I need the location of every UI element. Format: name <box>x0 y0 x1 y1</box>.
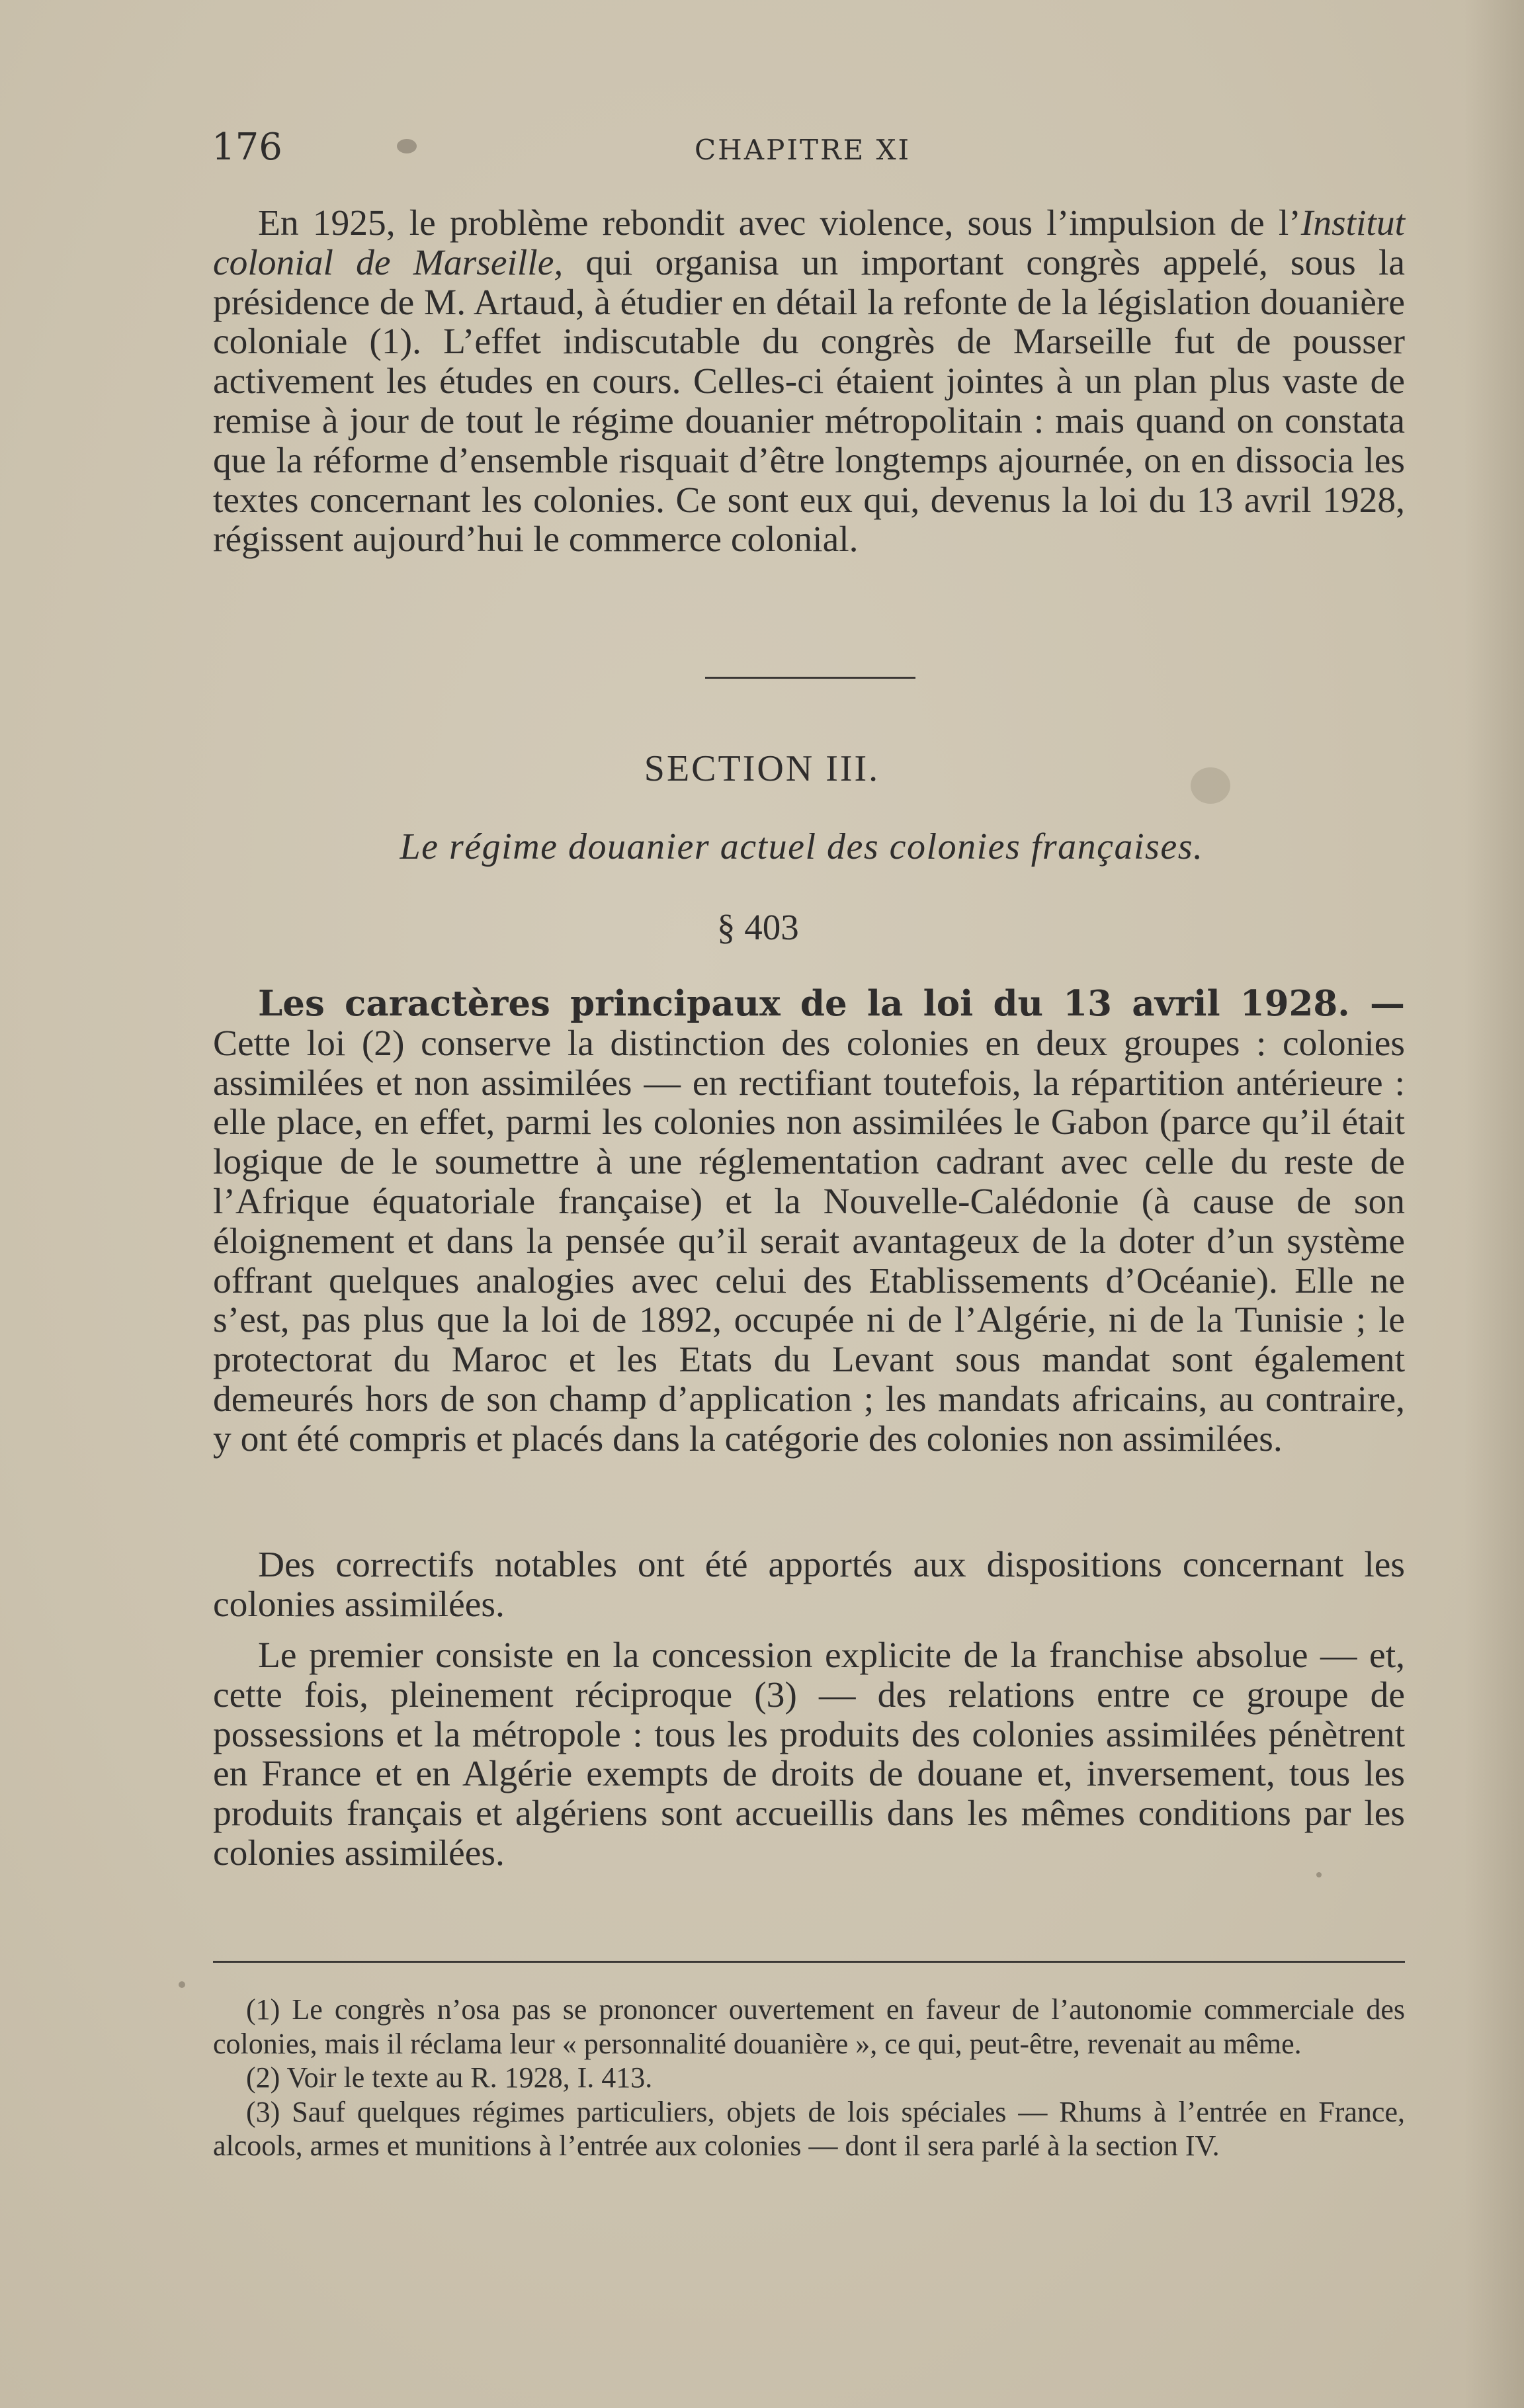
paragraph-1-text-a: En 1925, le problème rebondit avec violence, sous l’impulsion de l’ <box>258 203 1301 243</box>
running-head <box>212 126 1405 172</box>
section-subtitle: Le régime douanier actuel des colonies françaises. <box>400 826 1204 867</box>
institute-name: Institut colonial de Marseille, <box>213 203 1405 283</box>
page-number: 176 <box>212 126 282 169</box>
paragraph-number: § 403 <box>717 907 799 947</box>
chapter-heading: CHAPITRE XI <box>695 134 911 166</box>
footnote-rule <box>213 1961 1405 1963</box>
footnote-1: (1) Le congrès n’osa pas se prononcer ouvertement en faveur de l’autonomie commerciale des colonies, mais il réclama leur « personnalité douanière », ce qui, peut-être, revenait au même. <box>213 1993 1405 2060</box>
paragraph-2 <box>213 984 1405 1459</box>
footnote-2: (2) Voir le texte au R. 1928, I. 413. <box>246 2061 653 2094</box>
paragraph-1 <box>213 204 1405 560</box>
paper-speck <box>179 1981 185 1988</box>
paragraph-1-text-b: qui organisa un important congrès appelé, sous la présidence de M. Artaud, à étudier en détail la refonte de la législation douanière coloniale (1). L’effet indiscutable du congrès de Marseille fut de pousser activement les études en cours. Celles-ci étaient jointes à un plan plus vaste de remise à jour de tout le régime douanier métropolitain : mais quand on constata que la réforme d’ensemble risquait d’être longtemps ajournée, on en dissocia les textes concernant les colonies. Ce sont eux qui, devenus la loi du 13 avril 1928, régissent aujourd’hui le commerce colonial. <box>213 242 1405 560</box>
paragraph-2-text: Cette loi (2) conserve la distinction des colonies en deux groupes : colonies assimilées et non assimilées — en rectifiant toutefois, la répartition antérieure : elle place, en effet, parmi les colonies non assimilées le Gabon (parce qu’il était logique de le soumettre à une réglementation cadrant avec celle du reste de l’Afrique équatoriale française) et la Nouvelle-Calédonie (à cause de son éloignement et dans la pensée qu’il serait avantageux de la doter d’un système offrant quelques analogies avec celui des Etablissements d’Océanie). Elle ne s’est, pas plus que la loi de 1892, occupée ni de l’Algérie, ni de la Tunisie ; le protectorat du Maroc et les Etats du Levant sous mandat sont également demeurés hors de son champ d’application ; les mandats africains, au contraire, y ont été compris et placés dans la catégorie des colonies non assimilées. <box>213 1023 1405 1459</box>
footnotes <box>213 1993 1405 2163</box>
section-title: SECTION III. <box>644 748 880 789</box>
paragraph-4: Le premier consiste en la concession explicite de la franchise absolue — et, cette fois, pleinement réciproque (3) — des relations entre ce groupe de possessions et la métropole : tous les produits des colonies assimilées pénètrent en France et en Algérie exempts de droits de douane et, inversement, tous les produits français et algériens sont accueillis dans les mêmes conditions par les colonies assimilées. <box>213 1635 1405 1873</box>
section-divider <box>705 677 915 679</box>
footnote-3: (3) Sauf quelques régimes particuliers, objets de lois spéciales — Rhums à l’entrée en France, alcools, armes et munitions à l’entrée aux colonies — dont il sera parlé à la section IV. <box>213 2095 1405 2162</box>
paragraph-2-heading: Les caractères principaux de la loi du 13 avril 1928. — <box>258 983 1405 1024</box>
paragraph-3: Des correctifs notables ont été apportés aux dispositions concernant les colonies assimilées. <box>213 1545 1405 1625</box>
